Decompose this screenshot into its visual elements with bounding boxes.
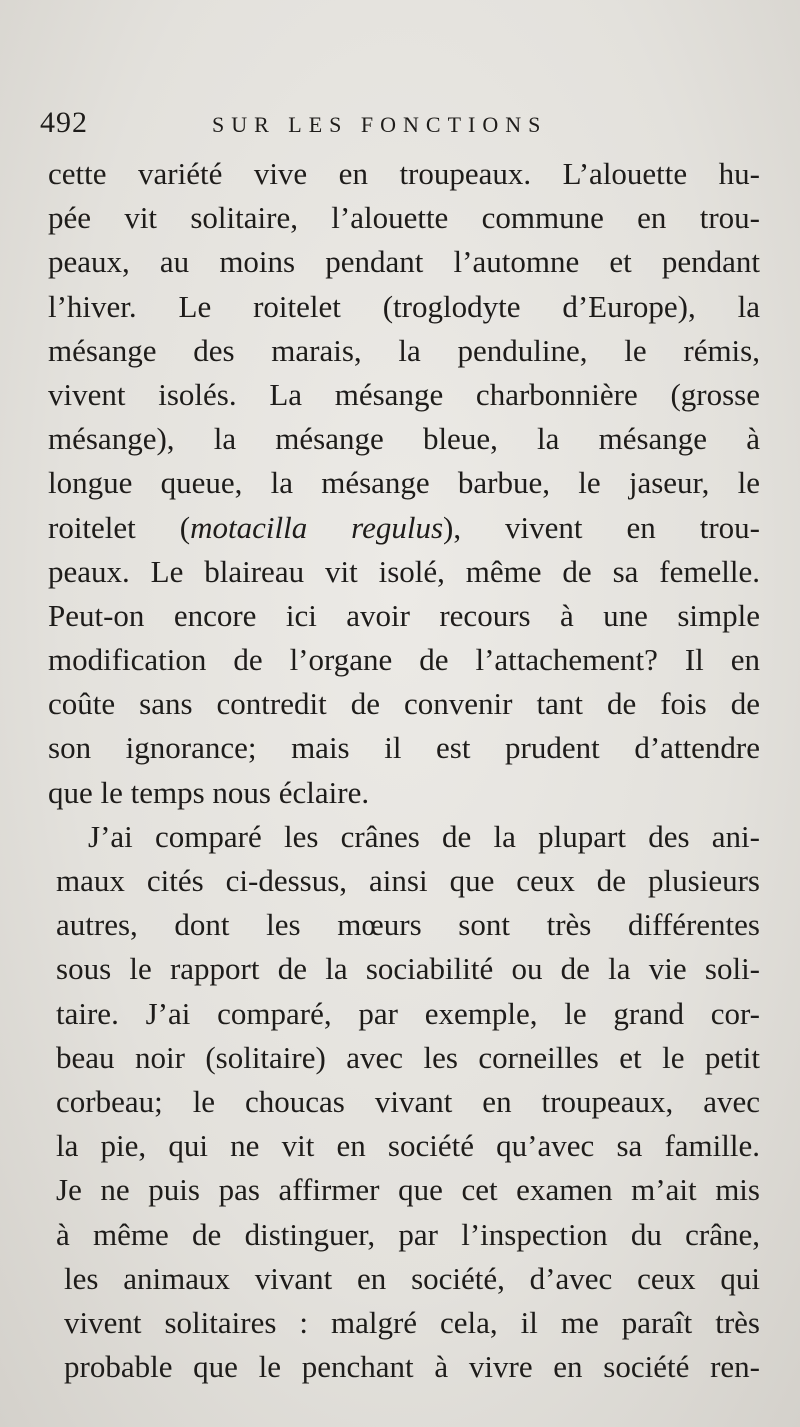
text-line: vivent solitaires : malgré cela, il me paraît très — [64, 1304, 760, 1340]
text-line: corbeau; le choucas vivant en troupeaux, avec — [56, 1083, 760, 1119]
running-head — [40, 106, 760, 146]
text-line: longue queue, la mésange barbue, le jaseur, le — [48, 465, 760, 501]
text-line: mésange), la mésange bleue, la mésange à — [48, 421, 760, 457]
text-segment: roitelet ( — [48, 509, 191, 545]
text-line: Je ne puis pas affirmer que cet examen m’ait mis — [56, 1172, 760, 1208]
text-line: mésange des marais, la penduline, le rémis, — [48, 332, 760, 368]
text-line: l’hiver. Le roitelet (troglodyte d’Europe), la — [48, 288, 760, 324]
text-line: Peut-on encore ici avoir recours à une simple — [48, 597, 760, 633]
text-line: beau noir (solitaire) avec les corneilles et le petit — [56, 1039, 760, 1075]
text-line: peaux, au moins pendant l’automne et pendant — [48, 244, 760, 280]
body-text — [48, 152, 760, 1389]
text-line: à même de distinguer, par l’inspection du crâne, — [56, 1216, 760, 1252]
text-line: la pie, qui ne vit en société qu’avec sa famille. — [56, 1128, 760, 1164]
text-segment: ), vivent en trou- — [443, 509, 760, 545]
page-number: 492 — [40, 106, 88, 139]
text-line: que le temps nous éclaire. — [48, 774, 370, 810]
text-line: son ignorance; mais il est prudent d’attendre — [48, 730, 760, 766]
text-line: modification de l’organe de l’attachement? Il en — [48, 642, 760, 678]
text-line: probable que le penchant à vivre en société ren- — [64, 1349, 760, 1385]
text-line-with-italic — [48, 506, 760, 550]
text-line: sous le rapport de la sociabilité ou de la vie soli- — [56, 951, 760, 987]
text-line: autres, dont les mœurs sont très différentes — [56, 907, 760, 943]
text-line: les animaux vivant en société, d’avec ceux qui — [64, 1260, 760, 1296]
italic-species-name: motacilla regulus — [190, 509, 444, 545]
text-line: pée vit solitaire, l’alouette commune en trou- — [48, 200, 760, 236]
text-line: peaux. Le blaireau vit isolé, même de sa femelle. — [48, 553, 760, 589]
text-line: coûte sans contredit de convenir tant de fois de — [48, 686, 760, 722]
text-line: vivent isolés. La mésange charbonnière (grosse — [48, 376, 760, 412]
running-title: SUR LES FONCTIONS — [212, 112, 548, 137]
text-line: taire. J’ai comparé, par exemple, le grand cor- — [56, 995, 760, 1031]
paragraph-first-line: J’ai comparé les crânes de la plupart des ani- — [88, 818, 760, 854]
text-line: maux cités ci-dessus, ainsi que ceux de plusieurs — [56, 863, 760, 898]
text-line: cette variété vive en troupeaux. L’alouette hu- — [48, 156, 760, 191]
